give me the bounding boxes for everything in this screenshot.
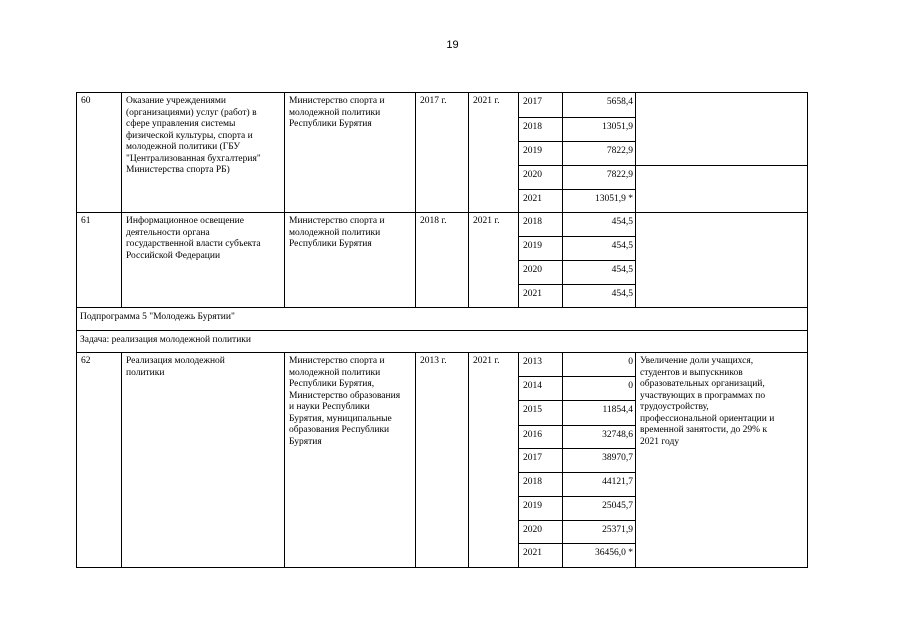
executor: Министерство спорта и молодежной политики Республики Бурятия [285,93,416,213]
amount-cell: 454,5 [563,261,636,285]
end-year: 2021 г. [469,93,519,213]
year-cell: 2021 [519,285,563,308]
amount-cell: 25045,7 [563,497,636,521]
activity-name: Информационное освещение деятельности органа государственной власти субъекта Российской Федерации [122,213,285,308]
table-row [77,93,808,118]
amount-cell: 38970,7 [563,449,636,473]
indicator-cell [636,213,808,308]
task-title: Задача: реализация молодежной политики [77,331,808,353]
amount-cell: 36456,0 * [563,544,636,568]
executor: Министерство спорта и молодежной политики Республики Бурятия, Министерство образования и науки Республики Бурятия, муниципальные образования Республики Бурятия [285,353,416,568]
year-cell: 2017 [519,93,563,118]
year-cell: 2019 [519,237,563,261]
amount-cell: 13051,9 * [563,190,636,213]
subprogram-title: Подпрограмма 5 "Молодежь Бурятии" [77,308,808,331]
table-row [77,331,808,353]
table-row [77,213,808,237]
start-year: 2017 г. [416,93,469,213]
end-year: 2021 г. [469,353,519,568]
activity-name: Реализация молодежной политики [122,353,285,568]
amount-cell: 0 [563,353,636,377]
indicator-cell [636,93,808,166]
row-number: 61 [77,213,122,308]
amount-cell: 454,5 [563,285,636,308]
amount-cell: 454,5 [563,213,636,237]
executor: Министерство спорта и молодежной политики Республики Бурятия [285,213,416,308]
amount-cell: 13051,9 [563,118,636,142]
amount-cell: 25371,9 [563,521,636,544]
year-cell: 2014 [519,377,563,401]
indicator-cell [636,166,808,213]
year-cell: 2021 [519,190,563,213]
year-cell: 2016 [519,426,563,449]
year-cell: 2018 [519,118,563,142]
row-number: 62 [77,353,122,568]
program-activities-table [76,92,808,568]
indicator-cell: Увеличение доли учащихся, студентов и выпускников образовательных организаций, участвующих в программах по трудоустройству, профессиональной ориентации и временной занятости, до 29% к 2021 году [636,353,808,568]
year-cell: 2017 [519,449,563,473]
year-cell: 2020 [519,166,563,190]
page-number: 19 [446,39,459,51]
year-cell: 2018 [519,213,563,237]
year-cell: 2013 [519,353,563,377]
year-cell: 2015 [519,401,563,426]
amount-cell: 0 [563,377,636,401]
table-row [77,353,808,377]
amount-cell: 7822,9 [563,166,636,190]
activity-name: Оказание учреждениями (организациями) услуг (работ) в сфере управления системы физической культуры, спорта и молодежной политики (ГБУ "Централизованная бухгалтерия" Министерства спорта РБ) [122,93,285,213]
year-cell: 2018 [519,473,563,497]
amount-cell: 32748,6 [563,426,636,449]
end-year: 2021 г. [469,213,519,308]
year-cell: 2020 [519,261,563,285]
amount-cell: 11854,4 [563,401,636,426]
amount-cell: 7822,9 [563,142,636,166]
table-row [77,308,808,331]
start-year: 2013 г. [416,353,469,568]
year-cell: 2019 [519,497,563,521]
amount-cell: 44121,7 [563,473,636,497]
amount-cell: 5658,4 [563,93,636,118]
start-year: 2018 г. [416,213,469,308]
year-cell: 2020 [519,521,563,544]
row-number: 60 [77,93,122,213]
amount-cell: 454,5 [563,237,636,261]
year-cell: 2019 [519,142,563,166]
year-cell: 2021 [519,544,563,568]
